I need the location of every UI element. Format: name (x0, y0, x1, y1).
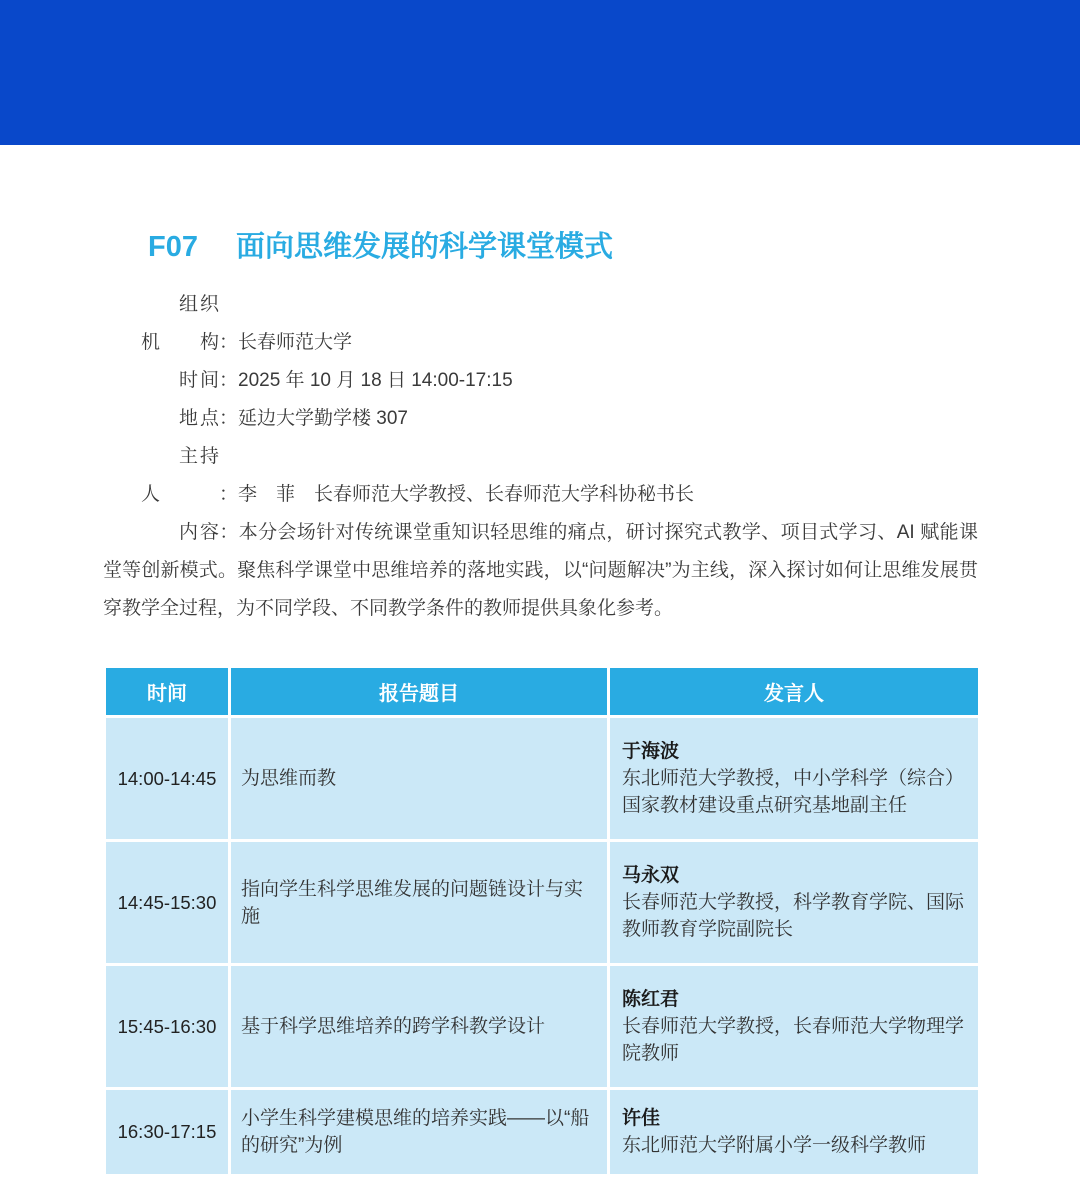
meta-label: 时间 (179, 370, 219, 391)
speaker-name: 陈红君 (622, 989, 680, 1010)
meta-colon: ： (219, 484, 239, 505)
table-row (105, 717, 980, 841)
table-row (105, 1089, 980, 1176)
meta-label: 组织机构 (141, 294, 219, 353)
speaker-cell (609, 841, 980, 965)
speaker-cell (609, 1089, 980, 1176)
speaker-cell (609, 965, 980, 1089)
speaker-desc: 东北师范大学附属小学一级科学教师 (622, 1135, 927, 1156)
meta-colon: ： (219, 370, 239, 391)
meta-value: 2025 年 10 月 18 日 14:00-17:15 (238, 370, 513, 391)
talk-title-cell: 小学生科学建模思维的培养实践——以“船的研究”为例 (230, 1089, 609, 1176)
time-cell: 16:30-17:15 (105, 1089, 230, 1176)
speaker-cell (609, 717, 980, 841)
talk-title-cell: 为思维而教 (230, 717, 609, 841)
meta-line-host (103, 438, 978, 514)
meta-line-description (103, 514, 978, 628)
speaker-desc: 长春师范大学教授，长春师范大学物理学院教师 (622, 1016, 965, 1064)
meta-colon: ： (219, 408, 239, 429)
speaker-name: 于海波 (622, 741, 680, 762)
table-row (105, 841, 980, 965)
session-code: F07 (148, 231, 198, 263)
session-title: 面向思维发展的科学课堂模式 (235, 231, 613, 263)
meta-colon: ： (219, 332, 239, 353)
meta-value: 延边大学勤学楼 307 (238, 408, 408, 429)
schedule-table (103, 665, 981, 1177)
session-heading (103, 230, 978, 264)
meta-label: 主持人 (141, 446, 219, 505)
talk-title-cell: 指向学生科学思维发展的问题链设计与实施 (230, 841, 609, 965)
col-header-speaker: 发言人 (609, 667, 980, 717)
meta-label: 地点 (179, 408, 219, 429)
header-banner (0, 0, 1080, 145)
meta-value: 长春师范大学 (238, 332, 353, 353)
table-row (105, 965, 980, 1089)
time-cell: 14:45-15:30 (105, 841, 230, 965)
meta-value: 李 菲 长春师范大学教授、长春师范大学科协秘书长 (238, 484, 695, 505)
session-meta (103, 286, 978, 628)
meta-line-time (103, 362, 978, 400)
speaker-name: 许佳 (622, 1108, 661, 1129)
table-header-row (105, 667, 980, 717)
time-cell: 14:00-14:45 (105, 717, 230, 841)
speaker-desc: 长春师范大学教授，科学教育学院、国际教师教育学院副院长 (622, 892, 965, 940)
meta-label: 内容 (179, 522, 219, 543)
col-header-time: 时间 (105, 667, 230, 717)
meta-colon: ： (219, 522, 239, 543)
meta-line-location (103, 400, 978, 438)
talk-title-cell: 基于科学思维培养的跨学科教学设计 (230, 965, 609, 1089)
time-cell: 15:45-16:30 (105, 965, 230, 1089)
page-content (0, 230, 1080, 1177)
meta-line-organizer (103, 286, 978, 362)
speaker-name: 马永双 (622, 865, 680, 886)
speaker-desc: 东北师范大学教授，中小学科学（综合）国家教材建设重点研究基地副主任 (622, 768, 965, 816)
col-header-talk-title: 报告题目 (230, 667, 609, 717)
meta-value: 本分会场针对传统课堂重知识轻思维的痛点，研讨探究式教学、项目式学习、AI 赋能课堂等创新模式。聚焦科学课堂中思维培养的落地实践，以“问题解决”为主线，深入探讨如何让思维发展贯穿教学全过程，为不同学段、不同教学条件的教师提供具象化参考。 (103, 522, 978, 619)
